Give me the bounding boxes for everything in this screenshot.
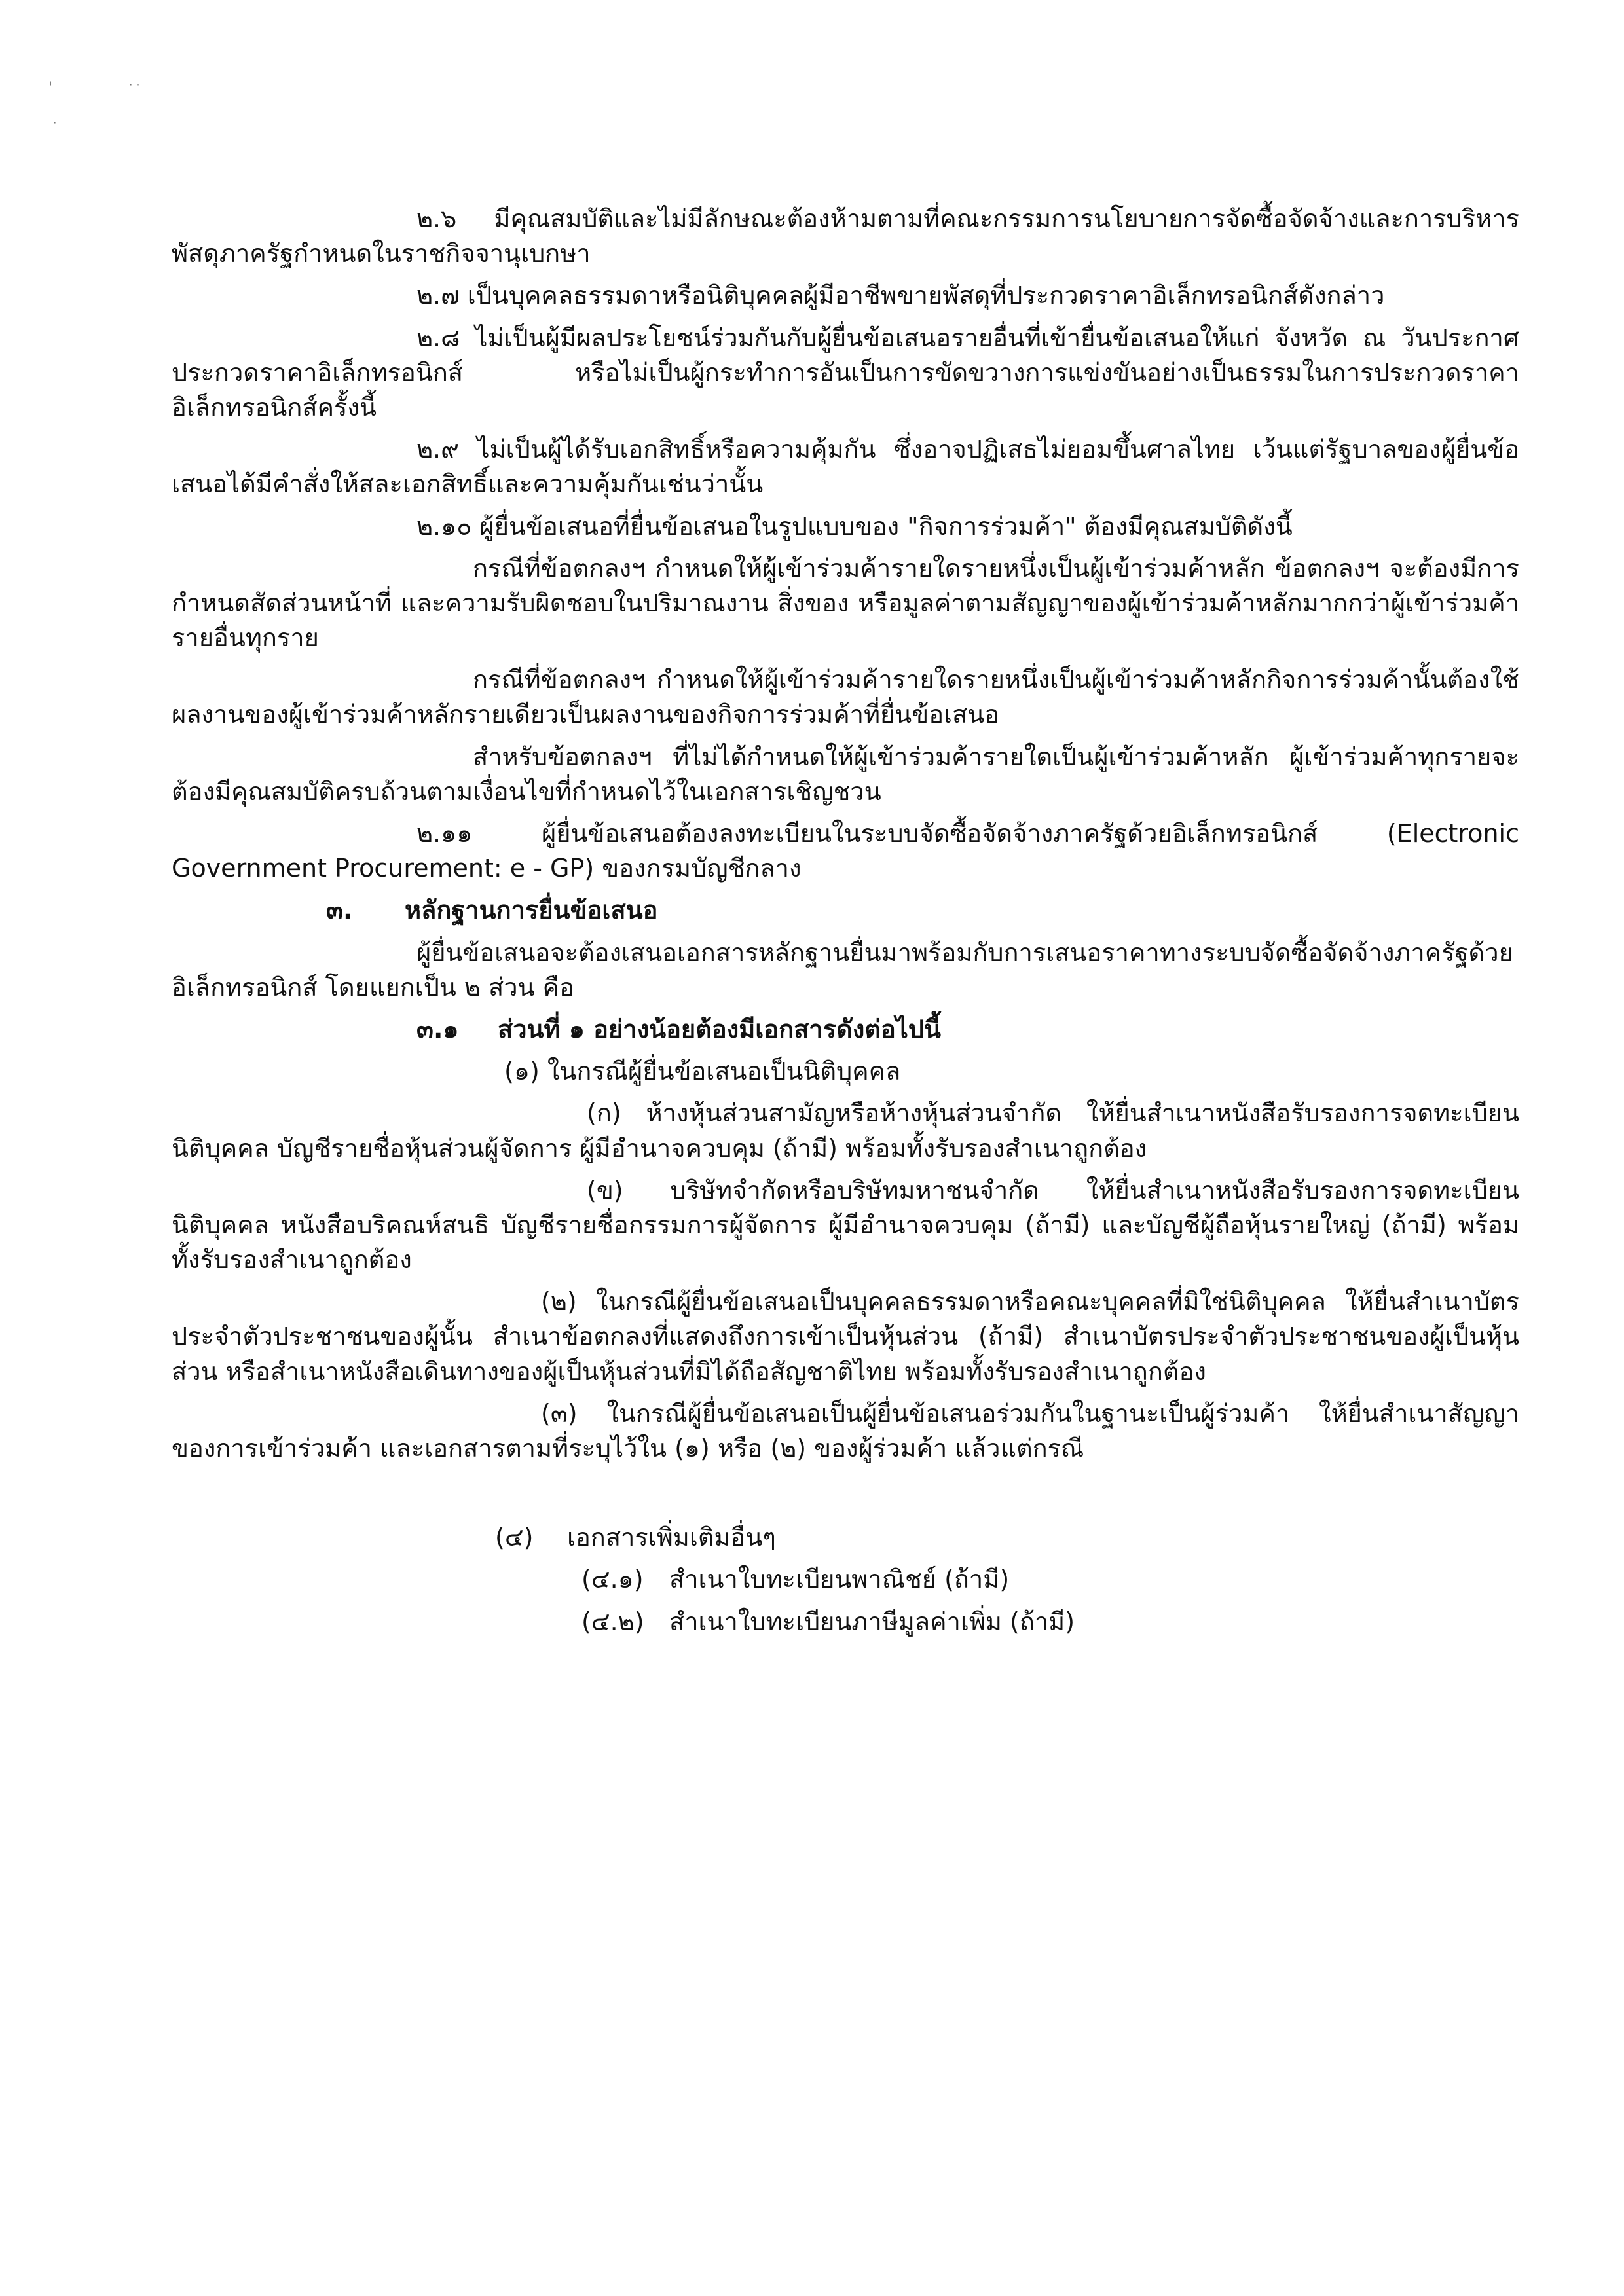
section-3-1-title: ส่วนที่ ๑ อย่างน้อยต้องมีเอกสารดังต่อไปนี้ xyxy=(498,1014,941,1044)
clause-2-10: ๒.๑๐ ผู้ยื่นข้อเสนอที่ยื่นข้อเสนอในรูปแบบของ "กิจการร่วมค้า" ต้องมีคุณสมบัติดังนี้ xyxy=(416,511,1293,541)
item-4-1-number: (๔.๑) xyxy=(581,1565,644,1594)
clause-2-10-para-a: กรณีที่ข้อตกลงฯ กำหนดให้ผู้เข้าร่วมค้ารายใดรายหนึ่งเป็นผู้เข้าร่วมค้าหลัก ข้อตกลงฯ จะต้องมีการกำหนดสัดส่วนหน้าที่ และความรับผิดชอบในปริมาณงาน สิ่งของ หรือมูลค่าตามสัญญาของผู้เข้าร่วมค้าหลักมากกว่าผู้เข้าร่วมค้ารายอื่นทุกราย xyxy=(172,553,1519,653)
item-4-2-text: สำเนาใบทะเบียนภาษีมูลค่าเพิ่ม (ถ้ามี) xyxy=(669,1607,1075,1636)
item-4-1-text: สำเนาใบทะเบียนพาณิชย์ (ถ้ามี) xyxy=(669,1565,1010,1594)
item-2: (๒) ในกรณีผู้ยื่นข้อเสนอเป็นบุคคลธรรมดาหรือคณะบุคคลที่มิใช่นิติบุคคล ให้ยื่นสำเนาบัตรประจำตัวประชาชนของผู้นั้น สำเนาข้อตกลงที่แสดงถึงการเข้าเป็นหุ้นส่วน (ถ้ามี) สำเนาบัตรประจำตัวประชาชนของผู้เป็นหุ้นส่วน หรือสำเนาหนังสือเดินทางของผู้เป็นหุ้นส่วนที่มิได้ถือสัญชาติไทย พร้อมทั้งรับรองสำเนาถูกต้อง xyxy=(172,1287,1519,1386)
scan-speck: ' xyxy=(48,80,53,96)
clause-2-10-para-b: กรณีที่ข้อตกลงฯ กำหนดให้ผู้เข้าร่วมค้ารายใดรายหนึ่งเป็นผู้เข้าร่วมค้าหลักกิจการร่วมค้านั้นต้องใช้ผลงานของผู้เข้าร่วมค้าหลักรายเดียวเป็นผลงานของกิจการร่วมค้าที่ยื่นข้อเสนอ xyxy=(172,665,1519,729)
section-3-heading xyxy=(172,893,1519,928)
item-4-1 xyxy=(172,1562,1519,1597)
item-1: (๑) ในกรณีผู้ยื่นข้อเสนอเป็นนิติบุคคล xyxy=(504,1057,901,1086)
clause-2-11: ๒.๑๑ ผู้ยื่นข้อเสนอต้องลงทะเบียนในระบบจัดซื้อจัดจ้างภาครัฐด้วยอิเล็กทรอนิกส์ (Electronic Government Procurement: e - GP) ของกรมบัญชีกลาง xyxy=(172,819,1519,883)
item-4 xyxy=(172,1520,1519,1555)
item-4-text: เอกสารเพิ่มเติมอื่นๆ xyxy=(567,1523,776,1552)
clause-2-8: ๒.๘ ไม่เป็นผู้มีผลประโยชน์ร่วมกันกับผู้ยื่นข้อเสนอรายอื่นที่เข้ายื่นข้อเสนอให้แก่ จังหวัด ณ วันประกาศประกวดราคาอิเล็กทรอนิกส์ หรือไม่เป็นผู้กระทำการอันเป็นการขัดขวางการแข่งขันอย่างเป็นธรรมในการประกวดราคาอิเล็กทรอนิกส์ครั้งนี้ xyxy=(172,323,1519,422)
section-3-intro: ผู้ยื่นข้อเสนอจะต้องเสนอเอกสารหลักฐานยื่นมาพร้อมกับการเสนอราคาทางระบบจัดซื้อจัดจ้างภาครัฐด้วยอิเล็กทรอนิกส์ โดยแยกเป็น ๒ ส่วน คือ xyxy=(172,938,1513,1002)
section-3-number: ๓. xyxy=(326,896,353,925)
item-4-number: (๔) xyxy=(495,1523,534,1552)
scan-speck: ˙˙ xyxy=(127,82,141,99)
document-body xyxy=(172,202,1519,1647)
scan-speck: ˙ xyxy=(51,120,58,137)
section-3-1-number: ๓.๑ xyxy=(416,1014,459,1044)
clause-2-9: ๒.๙ ไม่เป็นผู้ได้รับเอกสิทธิ์หรือความคุ้มกัน ซึ่งอาจปฏิเสธไม่ยอมขึ้นศาลไทย เว้นแต่รัฐบาลของผู้ยื่นข้อเสนอได้มีคำสั่งให้สละเอกสิทธิ์และความคุ้มกันเช่นว่านั้น xyxy=(172,435,1519,499)
item-1-a: (ก) ห้างหุ้นส่วนสามัญหรือห้างหุ้นส่วนจำกัด ให้ยื่นสำเนาหนังสือรับรองการจดทะเบียนนิติบุคคล บัญชีรายชื่อหุ้นส่วนผู้จัดการ ผู้มีอำนาจควบคุม (ถ้ามี) พร้อมทั้งรับรองสำเนาถูกต้อง xyxy=(172,1099,1519,1163)
clause-2-10-para-c: สำหรับข้อตกลงฯ ที่ไม่ได้กำหนดให้ผู้เข้าร่วมค้ารายใดเป็นผู้เข้าร่วมค้าหลัก ผู้เข้าร่วมค้าทุกรายจะต้องมีคุณสมบัติครบถ้วนตามเงื่อนไขที่กำหนดไว้ในเอกสารเชิญชวน xyxy=(172,742,1519,806)
item-4-2 xyxy=(172,1605,1519,1639)
item-4-2-number: (๔.๒) xyxy=(581,1607,644,1636)
clause-2-6: ๒.๖ มีคุณสมบัติและไม่มีลักษณะต้องห้ามตามที่คณะกรรมการนโยบายการจัดซื้อจัดจ้างและการบริหารพัสดุภาครัฐกำหนดในราชกิจจานุเบกษา xyxy=(172,204,1519,268)
item-1-b: (ข) บริษัทจำกัดหรือบริษัทมหาชนจำกัด ให้ยื่นสำเนาหนังสือรับรองการจดทะเบียนนิติบุคคล หนังสือบริคณห์สนธิ บัญชีรายชื่อกรรมการผู้จัดการ ผู้มีอำนาจควบคุม (ถ้ามี) และบัญชีผู้ถือหุ้นรายใหญ่ (ถ้ามี) พร้อมทั้งรับรองสำเนาถูกต้อง xyxy=(172,1175,1519,1275)
section-3-title: หลักฐานการยื่นข้อเสนอ xyxy=(405,896,658,925)
section-3-1-heading xyxy=(172,1012,1519,1047)
spacer xyxy=(172,1473,1519,1520)
clause-2-7: ๒.๗ เป็นบุคคลธรรมดาหรือนิติบุคคลผู้มีอาชีพขายพัสดุที่ประกวดราคาอิเล็กทรอนิกส์ดังกล่าว xyxy=(416,281,1385,310)
item-3: (๓) ในกรณีผู้ยื่นข้อเสนอเป็นผู้ยื่นข้อเสนอร่วมกันในฐานะเป็นผู้ร่วมค้า ให้ยื่นสำเนาสัญญาของการเข้าร่วมค้า และเอกสารตามที่ระบุไว้ใน (๑) หรือ (๒) ของผู้ร่วมค้า แล้วแต่กรณี xyxy=(172,1398,1519,1463)
